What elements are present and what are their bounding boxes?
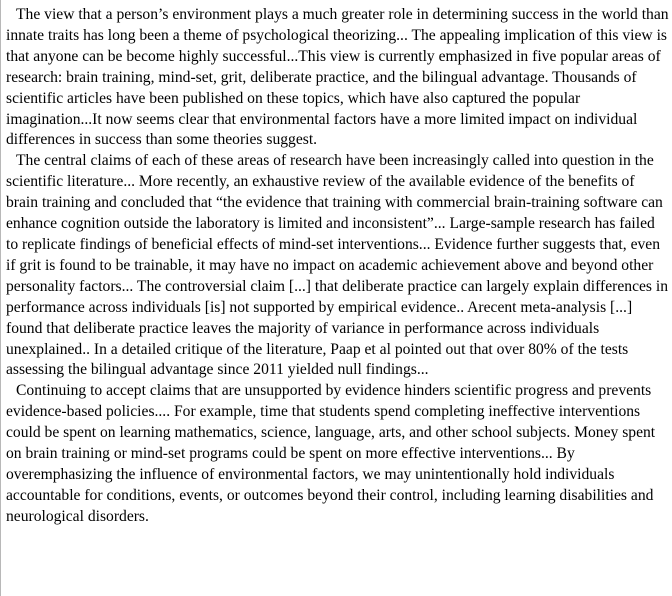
paragraph-3: Continuing to accept claims that are unsupported by evidence hinders scientific progress and prevents evidence-based policies.... For example, time that students spend completing ineffective interventions could be spent on learning mathematics, science, language, arts, and other school subjects. Money spent on brain training or mind-set programs could be spent on more effective interventions... By overemphasizing the influence of environmental factors, we may unintentionally hold individuals accountable for conditions, events, or outcomes beyond their control, including learning disabilities and neurological disorders. bbox=[6, 382, 656, 525]
paragraph-2: The central claims of each of these areas of research have been increasingly called into question in the scientific literature... More recently, an exhaustive review of the available evidence of the benefits of brain training and concluded that “the evidence that training with commercial brain-training software can enhance cognition outside the laboratory is limited and inconsistent”... Large-sample research has failed to replicate findings of beneficial effects of mind-set interventions... Evidence further suggests that, even if grit is found to be trainable, it may have no impact on academic achievement above and beyond other personality factors... The controversial claim [...] that deliberate practice can largely explain differences in performance across individuals [is] not supported by empirical evidence.. Arecent meta-analysis [...] found that deliberate practice leaves the majority of variance in performance across individuals unexplained.. In a detailed critique of the literature, Paap et al pointed out that over 80% of the tests assessing the bilingual advantage since 2011 yielded null findings... bbox=[6, 152, 669, 379]
paragraph-1: The view that a person’s environment plays a much greater role in determining success in the world than innate traits has long been a theme of psychological theorizing... The appealing implication of this view is that anyone can be become highly successful...This view is currently emphasized in five popular areas of research: brain training, mind-set, grit, deliberate practice, and the bilingual advantage. Thousands of scientific articles have been published on these topics, which have also captured the popular imagination...It now seems clear that environmental factors have a more limited impact on individual differences in success than some theories suggest. bbox=[6, 6, 669, 149]
